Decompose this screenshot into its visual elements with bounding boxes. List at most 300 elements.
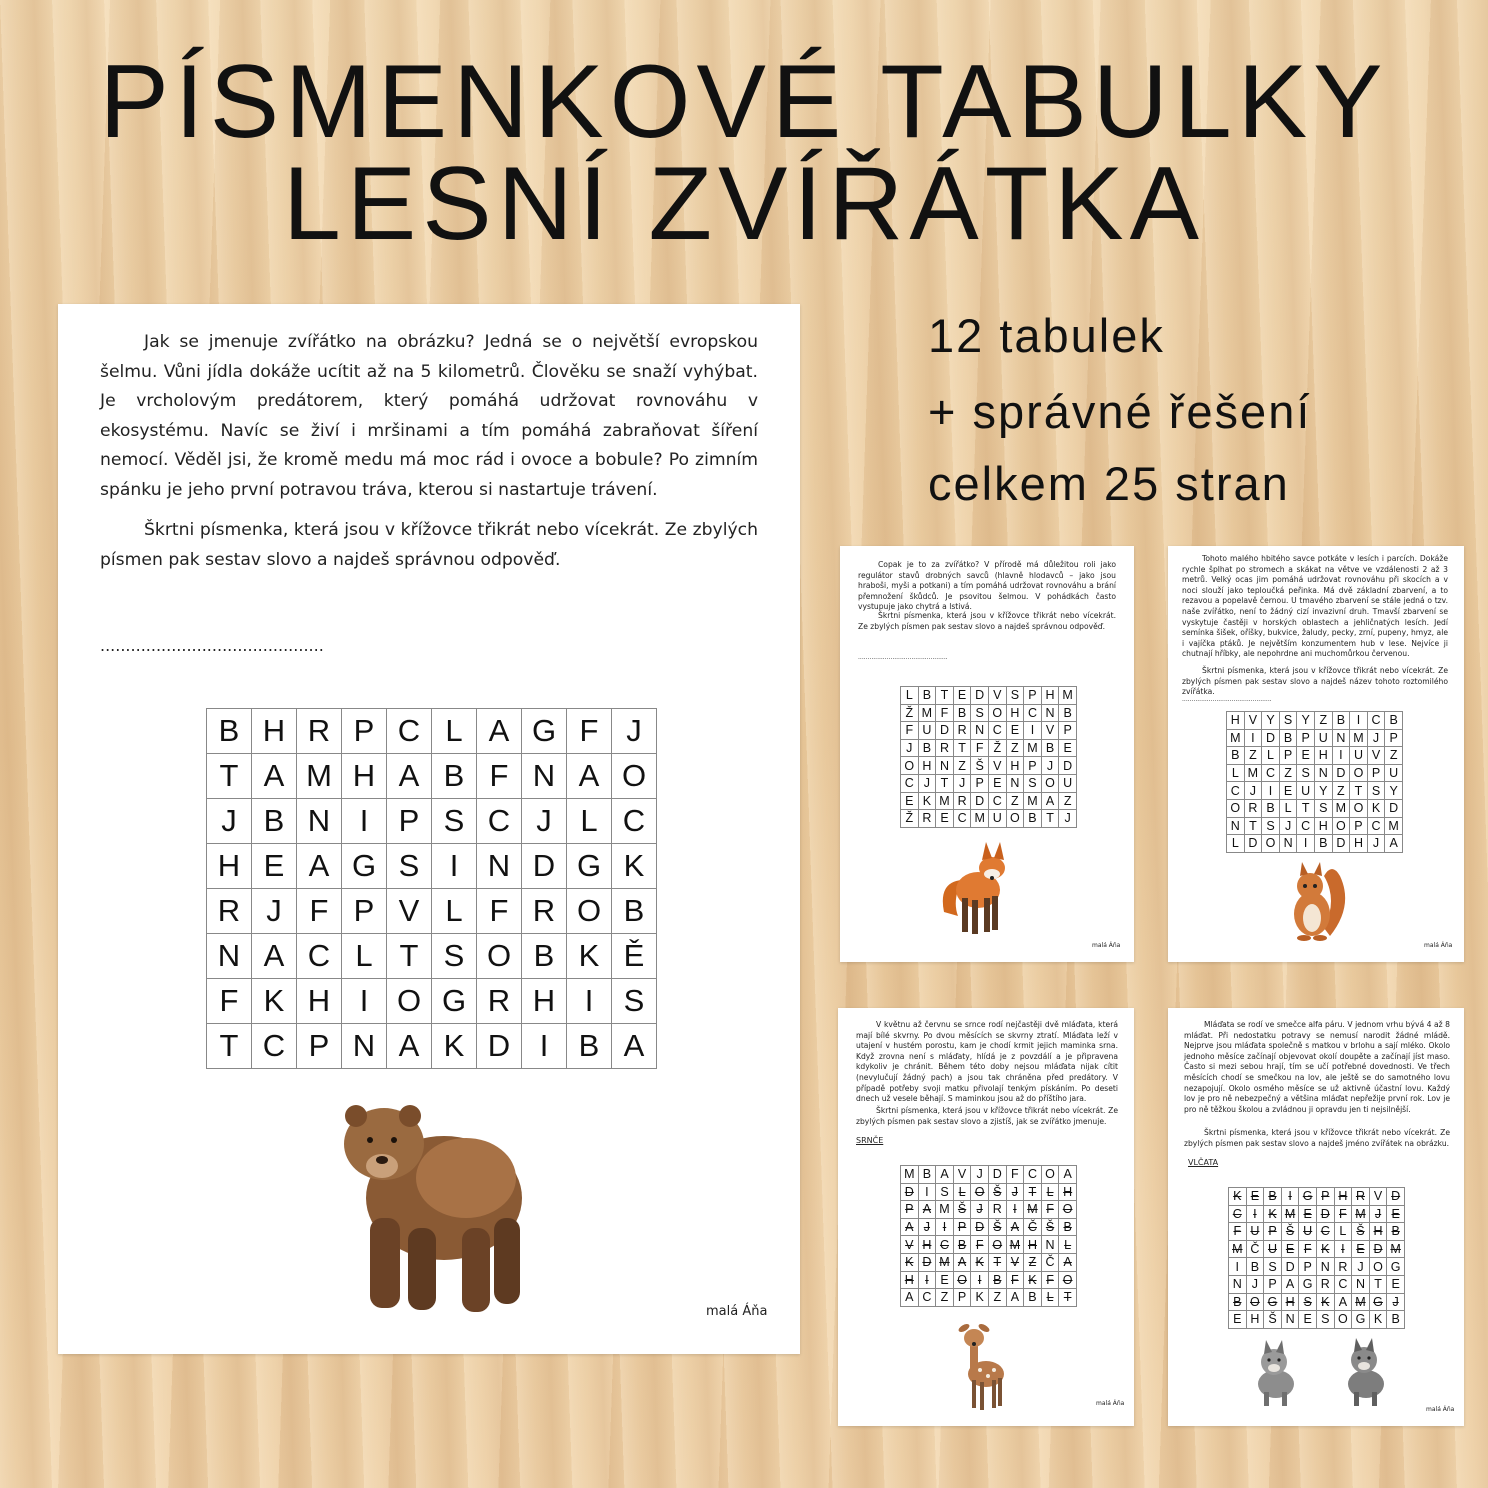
grid-row — [1227, 764, 1403, 782]
grid-cell: K — [918, 792, 936, 810]
squirrel-brand: malá Áňa — [1424, 942, 1453, 949]
grid-cell: J — [1367, 729, 1385, 747]
deer-paragraph-1: V květnu až červnu se srnce rodí nejčastěji dvě mláďata, která mají bílé skvrny. Po dvou měsících se skvrny ztratí. Mláďata leží v utajení v hustém porostu, kam je chodí krmit jejich maminka srna. Když zrovna není s mláďaty, hlídá je z povzdálí a je připravena kdykoliv je chránit. Během této doby nejsou mláďata nijak cítit (nevylučují žádný pach) a jsou tak chráněna před predátory. V případě potřeby svoji matku přivolají tenkým pískáním. Po deseti dnech už vesele běhají. S maminkou jsou až do příštího jara. — [856, 1020, 1118, 1104]
grid-cell: Č — [1024, 1218, 1042, 1236]
grid-cell: B — [918, 1166, 936, 1184]
grid-cell: I — [1332, 747, 1350, 765]
grid-cell: M — [1350, 729, 1368, 747]
grid-cell: M — [1024, 1201, 1042, 1219]
grid-cell: O — [988, 704, 1006, 722]
grid-cell: D — [936, 722, 954, 740]
grid-cell: D — [522, 844, 567, 889]
grid-cell: M — [1352, 1205, 1370, 1223]
title-line-1: PÍSMENKOVÉ TABULKY — [99, 44, 1389, 160]
grid-cell: J — [1367, 835, 1385, 853]
grid-cell: S — [971, 704, 989, 722]
grid-cell: B — [1059, 704, 1077, 722]
grid-cell: M — [1352, 1293, 1370, 1311]
grid-cell: C — [1024, 704, 1042, 722]
grid-cell: G — [1369, 1293, 1387, 1311]
grid-cell: T — [1041, 810, 1059, 828]
grid-cell: P — [1299, 1258, 1317, 1276]
grid-row — [1229, 1205, 1405, 1223]
grid-cell: U — [1350, 747, 1368, 765]
grid-cell: D — [1332, 835, 1350, 853]
grid-row — [901, 1271, 1077, 1289]
grid-cell: N — [522, 754, 567, 799]
grid-cell: J — [901, 739, 919, 757]
grid-cell: B — [918, 687, 936, 705]
grid-row — [901, 1201, 1077, 1219]
main-brand: malá Áňa — [706, 1304, 768, 1319]
grid-cell: S — [1024, 774, 1042, 792]
grid-cell: O — [567, 889, 612, 934]
grid-cell: S — [1006, 687, 1024, 705]
grid-cell: V — [387, 889, 432, 934]
grid-cell: Y — [1262, 712, 1280, 730]
grid-cell: I — [1262, 782, 1280, 800]
grid-cell: L — [432, 889, 477, 934]
grid-cell: T — [988, 1253, 1006, 1271]
grid-cell: M — [936, 1201, 954, 1219]
grid-cell: E — [1006, 722, 1024, 740]
info-pages: celkem 25 stran — [928, 457, 1290, 510]
grid-cell: P — [342, 889, 387, 934]
grid-cell: O — [1350, 764, 1368, 782]
grid-cell: C — [1262, 764, 1280, 782]
grid-cell: C — [1367, 817, 1385, 835]
grid-cell: B — [432, 754, 477, 799]
grid-row — [207, 934, 657, 979]
grid-cell: D — [971, 687, 989, 705]
grid-cell: E — [1281, 1240, 1299, 1258]
grid-cell: H — [1059, 1183, 1077, 1201]
grid-cell: O — [1350, 799, 1368, 817]
grid-cell: J — [207, 799, 252, 844]
grid-row — [1227, 747, 1403, 765]
grid-cell: P — [971, 774, 989, 792]
grid-cell: P — [1385, 729, 1403, 747]
grid-cell: Ž — [901, 704, 919, 722]
grid-row — [901, 722, 1077, 740]
deer-illustration — [952, 1316, 1018, 1412]
grid-cell: M — [1332, 799, 1350, 817]
grid-cell: I — [918, 1183, 936, 1201]
main-answer-blank: ............................................ — [100, 636, 324, 655]
grid-cell: Z — [1244, 747, 1262, 765]
grid-cell: V — [1041, 722, 1059, 740]
grid-cell: B — [1227, 747, 1245, 765]
grid-cell: D — [901, 1183, 919, 1201]
grid-cell: A — [918, 1201, 936, 1219]
grid-cell: T — [936, 687, 954, 705]
grid-cell: Z — [988, 1289, 1006, 1307]
grid-cell: M — [1024, 739, 1042, 757]
grid-cell: N — [1041, 704, 1059, 722]
squirrel-paragraph-2: Škrtni písmenka, která jsou v křížovce třikrát nebo vícekrát. Ze zbylých písmen pak sestav slovo a najdeš název tohoto roztomilého zvířátka. — [1182, 666, 1448, 697]
grid-cell: S — [1314, 799, 1332, 817]
grid-cell: Š — [1352, 1223, 1370, 1241]
bear-illustration — [326, 1078, 536, 1318]
wolf-pups-illustration — [1248, 1336, 1398, 1408]
grid-cell: I — [1297, 835, 1315, 853]
grid-cell: I — [1229, 1258, 1247, 1276]
grid-cell: C — [936, 1236, 954, 1254]
grid-cell: B — [953, 704, 971, 722]
grid-cell: V — [988, 757, 1006, 775]
grid-cell: R — [953, 722, 971, 740]
grid-cell: E — [1297, 747, 1315, 765]
grid-cell: I — [1246, 1205, 1264, 1223]
grid-cell: J — [918, 1218, 936, 1236]
grid-cell: O — [1041, 774, 1059, 792]
grid-cell: A — [297, 844, 342, 889]
grid-cell: H — [342, 754, 387, 799]
grid-row — [1229, 1293, 1405, 1311]
grid-cell: G — [1352, 1311, 1370, 1329]
grid-cell: Z — [1314, 712, 1332, 730]
grid-cell: E — [988, 774, 1006, 792]
grid-cell: B — [1385, 712, 1403, 730]
grid-cell: H — [1334, 1188, 1352, 1206]
squirrel-illustration — [1280, 856, 1352, 942]
grid-cell: M — [936, 792, 954, 810]
grid-cell: K — [567, 934, 612, 979]
grid-cell: H — [1314, 817, 1332, 835]
grid-cell: A — [387, 1024, 432, 1069]
grid-cell: H — [918, 1236, 936, 1254]
grid-cell: N — [1227, 817, 1245, 835]
grid-cell: H — [1281, 1293, 1299, 1311]
grid-cell: F — [1229, 1223, 1247, 1241]
deer-letter-grid — [900, 1165, 1077, 1307]
grid-cell: Z — [1006, 792, 1024, 810]
grid-row — [901, 1166, 1077, 1184]
grid-row — [207, 979, 657, 1024]
grid-cell: K — [1024, 1271, 1042, 1289]
grid-row — [1227, 835, 1403, 853]
main-letter-grid — [206, 708, 657, 1069]
grid-cell: O — [1246, 1293, 1264, 1311]
grid-row — [207, 889, 657, 934]
squirrel-letter-grid — [1226, 711, 1403, 853]
grid-row — [901, 1289, 1077, 1307]
grid-cell: B — [1332, 712, 1350, 730]
grid-cell: K — [432, 1024, 477, 1069]
grid-cell: S — [1279, 712, 1297, 730]
grid-cell: P — [297, 1024, 342, 1069]
grid-cell: F — [297, 889, 342, 934]
grid-cell: O — [1006, 810, 1024, 828]
grid-cell: L — [953, 1183, 971, 1201]
fox-paragraph-2: Škrtni písmenka, která jsou v křížovce třikrát nebo vícekrát. Ze zbylých písmen pak sestav slovo a najdeš správnou odpověď. — [858, 611, 1116, 631]
grid-cell: T — [1369, 1275, 1387, 1293]
grid-cell: D — [1332, 764, 1350, 782]
grid-cell: C — [988, 722, 1006, 740]
grid-cell: I — [1244, 729, 1262, 747]
grid-cell: K — [1229, 1188, 1247, 1206]
grid-row — [207, 844, 657, 889]
grid-cell: P — [387, 799, 432, 844]
grid-cell: E — [1229, 1311, 1247, 1329]
grid-cell: G — [522, 709, 567, 754]
grid-cell: T — [207, 754, 252, 799]
grid-cell: E — [1387, 1205, 1405, 1223]
grid-cell: Č — [1041, 1253, 1059, 1271]
grid-cell: C — [477, 799, 522, 844]
grid-cell: N — [1316, 1258, 1334, 1276]
grid-cell: J — [1387, 1293, 1405, 1311]
grid-cell: G — [1264, 1293, 1282, 1311]
grid-cell: I — [971, 1271, 989, 1289]
grid-cell: Y — [1314, 782, 1332, 800]
grid-cell: L — [1041, 1183, 1059, 1201]
grid-cell: Z — [1059, 792, 1077, 810]
grid-cell: J — [1369, 1205, 1387, 1223]
grid-cell: T — [936, 774, 954, 792]
deer-worksheet-page — [838, 1008, 1134, 1426]
grid-cell: C — [1229, 1205, 1247, 1223]
grid-cell: D — [988, 1166, 1006, 1184]
grid-cell: I — [1281, 1188, 1299, 1206]
grid-cell: L — [1227, 764, 1245, 782]
title-line-2: LESNÍ ZVÍŘÁTKA — [283, 146, 1205, 262]
grid-cell: H — [1246, 1311, 1264, 1329]
grid-cell: C — [1227, 782, 1245, 800]
grid-cell: V — [1244, 712, 1262, 730]
wolf-worksheet-page — [1168, 1008, 1464, 1426]
grid-cell: K — [1367, 799, 1385, 817]
grid-cell: L — [1334, 1223, 1352, 1241]
grid-cell: A — [953, 1253, 971, 1271]
grid-cell: Z — [1024, 1253, 1042, 1271]
grid-cell: K — [1316, 1293, 1334, 1311]
grid-cell: E — [1387, 1275, 1405, 1293]
grid-cell: Š — [1264, 1311, 1282, 1329]
grid-cell: B — [1262, 799, 1280, 817]
grid-cell: D — [477, 1024, 522, 1069]
grid-cell: M — [1024, 792, 1042, 810]
grid-cell: C — [918, 1289, 936, 1307]
grid-cell: F — [901, 722, 919, 740]
grid-cell: H — [1227, 712, 1245, 730]
grid-cell: D — [1281, 1258, 1299, 1276]
grid-cell: I — [567, 979, 612, 1024]
grid-cell: F — [1334, 1205, 1352, 1223]
grid-cell: R — [477, 979, 522, 1024]
grid-cell: O — [1227, 799, 1245, 817]
grid-cell: U — [988, 810, 1006, 828]
grid-cell: F — [1006, 1166, 1024, 1184]
grid-cell: K — [252, 979, 297, 1024]
grid-cell: J — [522, 799, 567, 844]
grid-cell: E — [901, 792, 919, 810]
grid-cell: R — [1334, 1258, 1352, 1276]
grid-cell: J — [1041, 757, 1059, 775]
grid-row — [1227, 712, 1403, 730]
grid-cell: I — [342, 979, 387, 1024]
grid-cell: O — [1059, 1201, 1077, 1219]
grid-cell: O — [387, 979, 432, 1024]
grid-cell: I — [918, 1271, 936, 1289]
grid-row — [901, 1218, 1077, 1236]
grid-cell: S — [1262, 817, 1280, 835]
grid-cell: O — [953, 1271, 971, 1289]
grid-cell: U — [1297, 782, 1315, 800]
grid-cell: V — [1367, 747, 1385, 765]
grid-cell: D — [1244, 835, 1262, 853]
grid-cell: O — [988, 1236, 1006, 1254]
grid-cell: O — [971, 1183, 989, 1201]
grid-cell: L — [342, 934, 387, 979]
grid-cell: B — [1387, 1223, 1405, 1241]
grid-row — [207, 709, 657, 754]
grid-cell: B — [1246, 1258, 1264, 1276]
grid-cell: G — [567, 844, 612, 889]
grid-cell: O — [1369, 1258, 1387, 1276]
grid-cell: F — [477, 754, 522, 799]
grid-cell: S — [1367, 782, 1385, 800]
grid-cell: N — [1281, 1311, 1299, 1329]
grid-cell: H — [901, 1271, 919, 1289]
grid-cell: E — [1299, 1311, 1317, 1329]
grid-cell: U — [1264, 1240, 1282, 1258]
grid-cell: S — [1264, 1258, 1282, 1276]
grid-cell: F — [1041, 1271, 1059, 1289]
grid-cell: M — [918, 704, 936, 722]
grid-cell: V — [1006, 1253, 1024, 1271]
grid-cell: N — [297, 799, 342, 844]
grid-cell: F — [477, 889, 522, 934]
grid-cell: P — [1264, 1275, 1282, 1293]
grid-cell: A — [901, 1289, 919, 1307]
grid-cell: M — [1006, 1236, 1024, 1254]
grid-row — [1227, 817, 1403, 835]
grid-cell: T — [1297, 799, 1315, 817]
fox-brand: malá Áňa — [1092, 942, 1121, 949]
grid-cell: Z — [936, 1289, 954, 1307]
grid-cell: P — [1367, 764, 1385, 782]
grid-cell: A — [1385, 835, 1403, 853]
grid-cell: P — [1316, 1188, 1334, 1206]
grid-cell: L — [1279, 799, 1297, 817]
grid-cell: L — [1059, 1236, 1077, 1254]
grid-cell: Z — [1006, 739, 1024, 757]
grid-cell: M — [297, 754, 342, 799]
grid-cell: B — [252, 799, 297, 844]
grid-row — [1229, 1188, 1405, 1206]
grid-row — [207, 754, 657, 799]
grid-cell: M — [1281, 1205, 1299, 1223]
grid-cell: D — [971, 1218, 989, 1236]
grid-cell: A — [612, 1024, 657, 1069]
grid-cell: Ě — [612, 934, 657, 979]
grid-cell: N — [207, 934, 252, 979]
grid-cell: T — [207, 1024, 252, 1069]
grid-cell: B — [612, 889, 657, 934]
grid-cell: E — [1279, 782, 1297, 800]
grid-cell: A — [936, 1166, 954, 1184]
grid-cell: C — [612, 799, 657, 844]
grid-cell: I — [1350, 712, 1368, 730]
grid-cell: R — [1352, 1188, 1370, 1206]
grid-cell: P — [953, 1289, 971, 1307]
grid-cell: B — [567, 1024, 612, 1069]
grid-cell: C — [387, 709, 432, 754]
grid-cell: H — [918, 757, 936, 775]
grid-cell: Y — [1385, 782, 1403, 800]
grid-row — [1229, 1258, 1405, 1276]
grid-cell: Z — [953, 757, 971, 775]
grid-cell: F — [1006, 1271, 1024, 1289]
grid-cell: P — [1024, 757, 1042, 775]
info-tables: 12 tabulek — [928, 309, 1165, 362]
grid-row — [901, 774, 1077, 792]
grid-cell: Š — [1281, 1223, 1299, 1241]
grid-cell: R — [522, 889, 567, 934]
grid-cell: B — [1264, 1188, 1282, 1206]
grid-cell: F — [207, 979, 252, 1024]
grid-cell: A — [1006, 1218, 1024, 1236]
grid-cell: R — [936, 739, 954, 757]
grid-cell: O — [901, 757, 919, 775]
grid-cell: H — [1024, 1236, 1042, 1254]
grid-cell: O — [1262, 835, 1280, 853]
grid-cell: T — [1350, 782, 1368, 800]
grid-cell: N — [1314, 764, 1332, 782]
grid-cell: E — [1059, 739, 1077, 757]
grid-cell: H — [1314, 747, 1332, 765]
deer-brand: malá Áňa — [1096, 1400, 1125, 1407]
grid-cell: O — [1059, 1271, 1077, 1289]
grid-cell: A — [901, 1218, 919, 1236]
grid-cell: S — [432, 799, 477, 844]
grid-cell: C — [1367, 712, 1385, 730]
fox-answer-blank: ............................................... — [858, 654, 948, 661]
squirrel-worksheet-page — [1168, 546, 1464, 962]
grid-cell: M — [1229, 1240, 1247, 1258]
grid-cell: B — [1279, 729, 1297, 747]
grid-cell: Š — [988, 1183, 1006, 1201]
grid-cell: P — [342, 709, 387, 754]
grid-cell: Z — [1332, 782, 1350, 800]
grid-cell: E — [1352, 1240, 1370, 1258]
grid-cell: J — [971, 1201, 989, 1219]
grid-cell: U — [918, 722, 936, 740]
grid-cell: S — [1316, 1311, 1334, 1329]
grid-cell: M — [971, 810, 989, 828]
wolf-brand: malá Áňa — [1426, 1406, 1455, 1413]
wolf-answer: VLČATA — [1188, 1158, 1219, 1167]
grid-cell: D — [971, 792, 989, 810]
grid-cell: M — [1385, 817, 1403, 835]
grid-row — [901, 1253, 1077, 1271]
grid-cell: P — [901, 1201, 919, 1219]
grid-cell: N — [1229, 1275, 1247, 1293]
grid-cell: H — [1041, 687, 1059, 705]
main-paragraph-2: Škrtni písmenka, která jsou v křížovce třikrát nebo vícekrát. Ze zbylých písmen pak sestav slovo a najdeš správnou odpověď. — [100, 520, 758, 570]
grid-cell: V — [901, 1236, 919, 1254]
grid-cell: P — [953, 1218, 971, 1236]
grid-cell: A — [1334, 1293, 1352, 1311]
grid-row — [901, 1183, 1077, 1201]
grid-cell: A — [1059, 1253, 1077, 1271]
grid-cell: P — [1024, 687, 1042, 705]
grid-cell: V — [1369, 1188, 1387, 1206]
grid-cell: N — [1041, 1236, 1059, 1254]
grid-cell: O — [1332, 817, 1350, 835]
grid-cell: T — [387, 934, 432, 979]
